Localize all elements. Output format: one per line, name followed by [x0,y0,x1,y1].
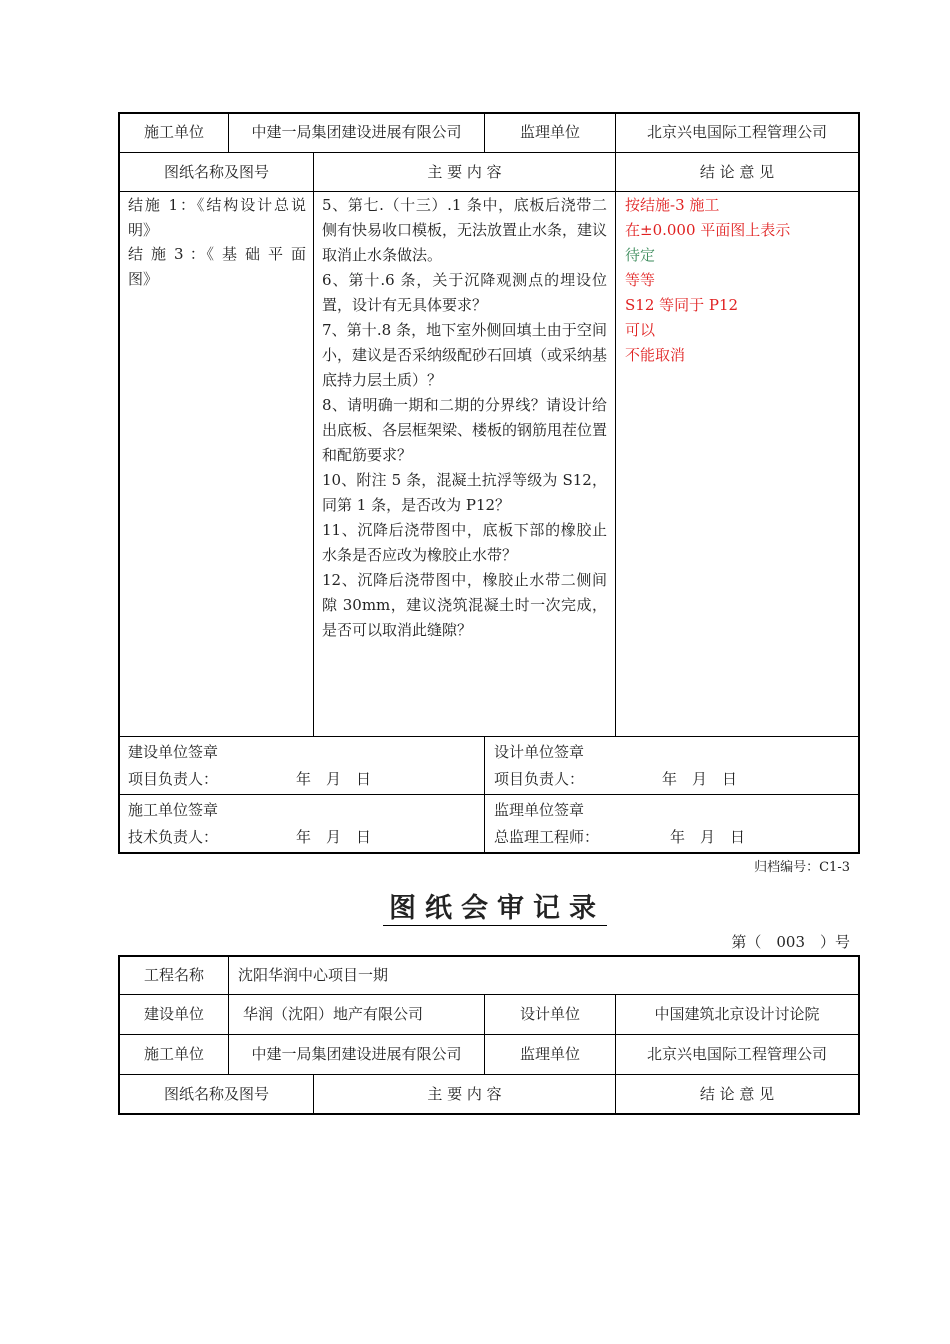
conclusion-item: 可以 [625,321,656,339]
construction-unit-label: 施工单位 [143,123,204,141]
content-item: 11、沉降后浇带图中，底板下部的橡胶止水条是否应改为橡胶止水带？ [322,521,607,564]
record-number: 第（ 003 ）号 [731,933,850,951]
supervision-seal-label: 监理单位签章 [494,801,585,819]
supervision-unit-label-2: 监理单位 [519,1045,580,1063]
conclusion-item: 不能取消 [625,346,686,364]
column-header-content: 主 要 内 容 [427,163,502,181]
column-header-drawings-2: 图纸名称及图号 [163,1085,269,1103]
drawing-item: 结 施 3 ：《 基 础 平 面 图》 [128,245,306,288]
content-item: 10、附注 5 条，混凝土抗浮等级为 S12，同第 1 条，是否改为 P12？ [322,471,607,514]
drawing-list [128,193,306,291]
content-item: 8、请明确一期和二期的分界线？请设计给出底板、各层框架梁、楼板的钢筋甩茬位置和配筋要求？ [322,396,608,464]
construction-unit-label-2: 施工单位 [143,1045,204,1063]
construction-person-label: 技术负责人： [128,828,219,846]
supervision-date: 年 月 日 [670,828,746,846]
column-header-conclusion: 结 论 意 见 [699,163,775,181]
supervision-unit-label: 监理单位 [519,123,580,141]
construction-unit-value: 中建一局集团建设进展有限公司 [251,123,462,141]
content-item: 6、第十.6 条，关于沉降观测点的埋设位置，设计有无具体要求？ [322,271,607,314]
conclusion-item: S12 等同于 P12 [625,296,739,314]
owner-unit-value: 华润（沈阳）地产有限公司 [242,1005,423,1023]
content-item: 5、第七.（十三）.1 条中，底板后浇带二侧有快易收口模板，无法放置止水条，建议取消止水条做法。 [322,196,608,264]
design-unit-value: 中国建筑北京设计讨论院 [654,1005,820,1023]
conclusion-item: 待定 [625,246,656,264]
supervision-unit-value: 北京兴电国际工程管理公司 [646,123,827,141]
conclusion-item: 等等 [625,271,656,289]
column-header-drawings: 图纸名称及图号 [163,163,269,181]
construction-unit-value-2: 中建一局集团建设进展有限公司 [251,1045,462,1063]
project-name-value: 沈阳华润中心项目一期 [238,966,389,984]
drawing-item: 结施 1：《结构设计总说明》 [128,196,306,239]
supervision-person-label: 总监理工程师： [494,828,600,846]
supervision-unit-value-2: 北京兴电国际工程管理公司 [646,1045,827,1063]
content-list [322,193,607,643]
column-header-content-2: 主 要 内 容 [427,1085,502,1103]
page-title-text: 图纸会审记录 [383,893,607,926]
conclusion-list [625,193,853,368]
conclusion-item: 在±0.000 平面图上表示 [625,221,791,239]
design-unit-label: 设计单位 [519,1005,580,1023]
content-item: 12、沉降后浇带图中，橡胶止水带二侧间隙 30mm，建议浇筑混凝土时一次完成，是否可以取消此缝隙？ [322,571,607,639]
design-seal-label: 设计单位签章 [494,743,585,761]
column-header-conclusion-2: 结 论 意 见 [699,1085,775,1103]
design-date: 年 月 日 [662,770,738,788]
owner-date: 年 月 日 [296,770,372,788]
conclusion-item: 按结施-3 施工 [625,196,720,214]
owner-seal-label: 建设单位签章 [128,743,219,761]
page-title [0,886,950,925]
design-person-label: 项目负责人： [494,770,585,788]
owner-person-label: 项目负责人： [128,770,219,788]
construction-seal-label: 施工单位签章 [128,801,219,819]
owner-unit-label: 建设单位 [143,1005,204,1023]
content-item: 7、第十.8 条，地下室外侧回填土由于空间小，建议是否采纳级配砂石回填（或采纳基底持力层土质）？ [322,321,608,389]
archive-number: 归档编号：C1-3 [754,860,850,875]
construction-date: 年 月 日 [296,828,372,846]
project-name-label: 工程名称 [143,966,204,984]
